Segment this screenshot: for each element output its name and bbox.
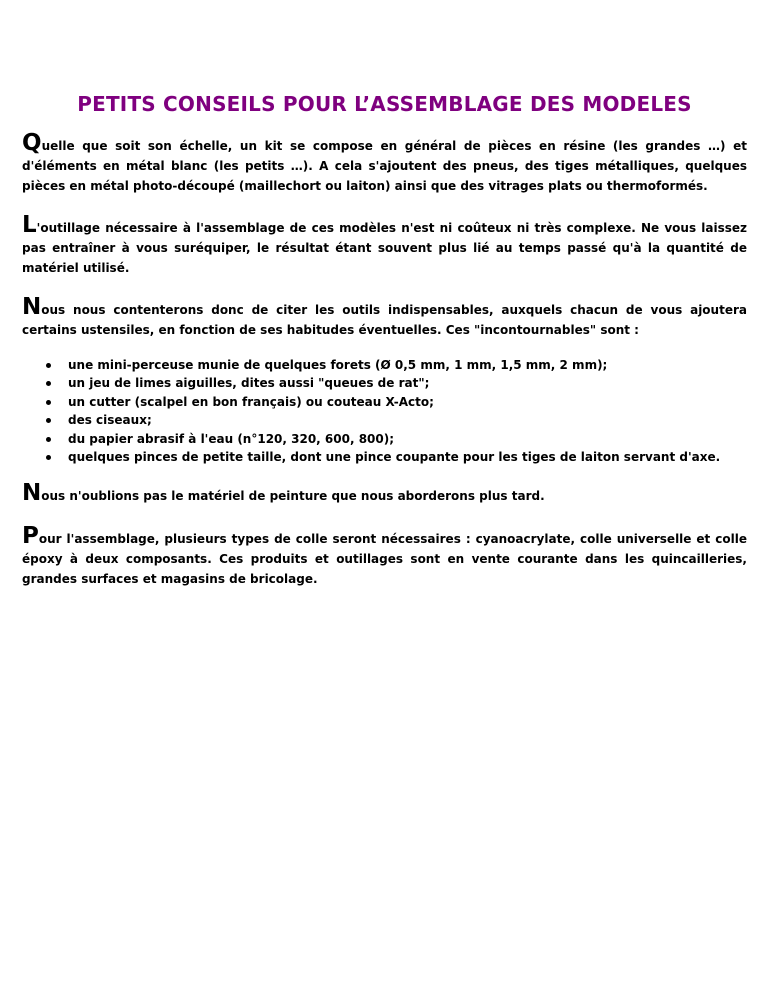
list-item <box>46 374 747 392</box>
bullet-icon <box>46 381 51 386</box>
page-title: PETITS CONSEILS POUR L’ASSEMBLAGE DES MODELES <box>77 92 692 116</box>
paragraph-text: our l'assemblage, plusieurs types de colle seront nécessaires : cyanoacrylate, colle universelle et colle époxy à deux composants. Ces produits et outillages sont en vente courante dans les quincailleries, grandes surfaces et magasins de bricolage. <box>22 532 747 587</box>
dropcap: L <box>22 212 37 238</box>
list-item <box>46 430 747 448</box>
paragraph-text: uelle que soit son échelle, un kit se compose en général de pièces en résine (les grandes …) et d'éléments en métal blanc (les petits …). A cela s'ajoutent des pneus, des tiges métalliques, quelques pièces en métal photo-découpé (maillechort ou laiton) ainsi que des vitrages plats ou thermoformés. <box>22 139 747 193</box>
paragraph-kit-composition <box>22 130 747 196</box>
dropcap: P <box>22 523 39 550</box>
document-page <box>22 0 747 589</box>
dropcap: N <box>22 480 42 507</box>
list-item-text: un cutter (scalpel en bon français) ou couteau X-Acto; <box>68 394 434 409</box>
paragraph-tooling <box>22 212 747 278</box>
bullet-icon <box>46 437 51 442</box>
list-item-text: des ciseaux; <box>68 413 152 428</box>
list-item <box>46 411 747 429</box>
dropcap: N <box>22 294 42 320</box>
list-item <box>46 356 747 374</box>
list-item <box>46 448 747 466</box>
list-item-text: un jeu de limes aiguilles, dites aussi "queues de rat"; <box>68 376 430 391</box>
list-item-text: une mini-perceuse munie de quelques forets (Ø 0,5 mm, 1 mm, 1,5 mm, 2 mm); <box>68 358 608 372</box>
list-item-text: quelques pinces de petite taille, dont une pince coupante pour les tiges de laiton servant d'axe. <box>68 450 721 465</box>
bullet-icon <box>46 363 51 368</box>
tools-list <box>22 356 747 466</box>
paragraph-essential-tools <box>22 294 747 340</box>
bullet-icon <box>46 418 51 423</box>
bullet-icon <box>46 400 51 405</box>
bullet-icon <box>46 455 51 460</box>
paragraph-text: ous nous contenterons donc de citer les outils indispensables, auxquels chacun de vous ajoutera certains ustensiles, en fonction de ses habitudes éventuelles. Ces "incontournables" sont : <box>22 303 747 337</box>
dropcap: Q <box>22 130 42 156</box>
paragraph-painting <box>22 480 747 507</box>
list-item <box>46 393 747 411</box>
paragraph-text: ous n'oublions pas le matériel de peinture que nous aborderons plus tard. <box>41 489 545 504</box>
list-item-text: du papier abrasif à l'eau (n°120, 320, 600, 800); <box>68 431 395 446</box>
paragraph-glue <box>22 523 747 589</box>
paragraph-text: 'outillage nécessaire à l'assemblage de ces modèles n'est ni coûteux ni très complexe. Ne vous laissez pas entraîner à vous suréquiper, le résultat étant souvent plus lié au temps passé qu'à la quantité de matériel utilisé. <box>22 221 747 275</box>
